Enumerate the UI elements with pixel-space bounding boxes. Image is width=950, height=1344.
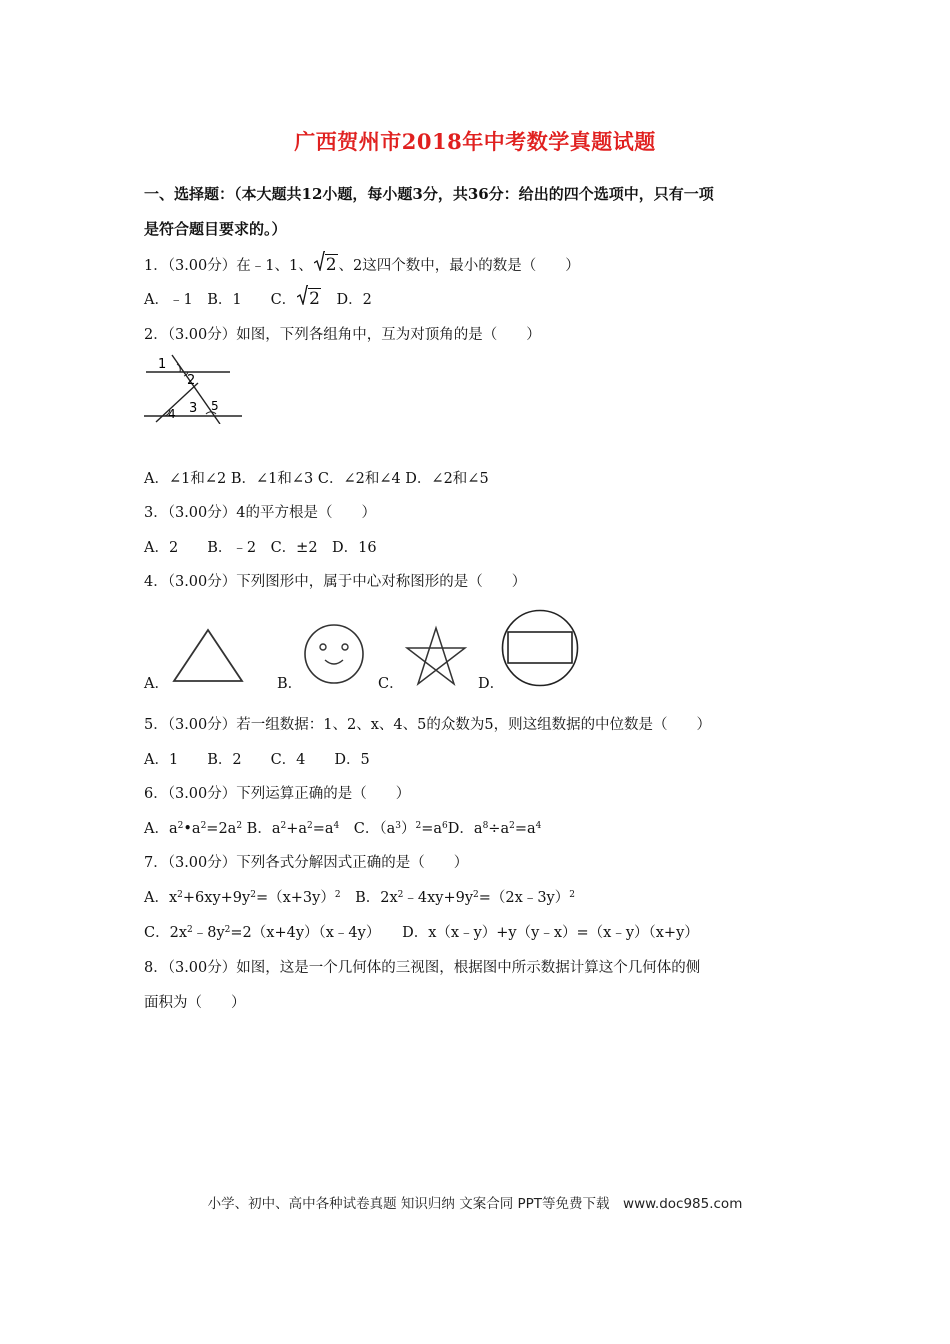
section-heading-line2: 是符合题目要求的。） [144, 220, 287, 238]
question-3-stem: 3．（3.00分）4的平方根是（ ） [144, 505, 376, 521]
math-text: =2a [206, 821, 237, 837]
question-5-stem: 5．（3.00分）若一组数据：1、2、x、4、5的众数为5，则这组数据的中位数是（ ） [144, 717, 712, 733]
exponent: 8 [482, 821, 489, 831]
math-text: =a [421, 821, 443, 837]
math-text: ﹣8y [192, 925, 225, 941]
exponent: 2 [509, 821, 515, 831]
q1-options-part2: D．2 [322, 292, 372, 308]
math-text: •a [183, 821, 201, 837]
angle-label-4: 4 [168, 407, 176, 421]
q1-stem-part2: 、2这四个数中，最小的数是（ ） [338, 258, 580, 274]
question-6-options [144, 817, 541, 838]
question-6-stem: 6．（3.00分）下列运算正确的是（ ） [144, 786, 411, 802]
exponent: 2 [177, 890, 183, 900]
angle-label-3: 3 [189, 401, 198, 416]
math-text: C．2x [144, 925, 187, 941]
math-text: +a [286, 821, 308, 837]
question-5-options: A．1 B．2 C．4 D．5 [144, 752, 370, 768]
five-pointed-star-shape [403, 625, 469, 687]
q1-options-part1: A．﹣1 B．1 C． [144, 292, 297, 308]
question-2-options: A．∠1和∠2 B．∠1和∠3 C．∠2和∠4 D．∠2和∠5 [144, 471, 489, 487]
parallel-lines-angle-figure [140, 352, 245, 424]
math-text: =（2x﹣3y） [478, 890, 570, 906]
question-7-stem: 7．（3.00分）下列各式分解因式正确的是（ ） [144, 855, 469, 871]
q4-option-a-label: A． [144, 676, 169, 692]
exponent: 2 [473, 890, 479, 900]
math-text: A．x [144, 890, 178, 906]
exponent: 4 [333, 821, 340, 831]
exponent: 2 [177, 821, 184, 831]
exponent: 2 [200, 821, 207, 831]
question-7-options-ab [144, 886, 575, 907]
left-eye [320, 644, 326, 650]
sqrt-argument: 2 [309, 289, 320, 309]
math-text: =a [312, 821, 334, 837]
exponent: 2 [250, 890, 256, 900]
page-title: 广西贺州市2018年中考数学真题试题 [294, 129, 656, 154]
page-footer: 小学、初中、高中各种试卷真题 知识归纳 文案合同 PPT等免费下载 www.doc985.com [207, 1196, 743, 1212]
exponent: 2 [236, 821, 243, 831]
question-4-stem: 4．（3.00分）下列图形中，属于中心对称图形的是（ ） [144, 574, 527, 590]
question-8-stem-line2: 面积为（ ） [144, 995, 246, 1011]
circle-with-rectangle-shape [500, 608, 580, 688]
math-text: ÷a [488, 821, 510, 837]
smile-mouth [325, 660, 343, 664]
exponent: 6 [442, 821, 448, 831]
math-text: ﹣4xy+9y [403, 890, 474, 906]
section-heading-line1: 一、选择题：（本大题共12小题，每小题3分，共36分：给出的四个选项中，只有一项 [144, 185, 714, 203]
math-text: +6xy+9y [182, 890, 251, 906]
sqrt-expression [314, 255, 338, 275]
radical-sign-icon [297, 285, 308, 305]
exponent: 2 [415, 821, 422, 831]
math-text: A．a [144, 821, 178, 837]
q1-stem-part1: 1．（3.00分）在﹣1、1、 [144, 258, 313, 274]
math-text: =2（x+4y）（x﹣4y） [230, 925, 374, 941]
exponent: 2 [280, 821, 287, 831]
question-1-options [144, 288, 372, 309]
question-8-stem-line1: 8．（3.00分）如图，这是一个几何体的三视图，根据图中所示数据计算这个几何体的侧 [144, 960, 701, 976]
radical-sign-icon [314, 251, 325, 271]
angle-label-1: 1 [158, 357, 167, 372]
math-text: =a [514, 821, 536, 837]
question-3-options: A．2 B．﹣2 C．±2 D．16 [144, 540, 377, 556]
exponent: 2 [397, 890, 404, 900]
sqrt-expression-option-c [297, 289, 321, 309]
q4-option-b-label: B． [277, 676, 303, 692]
math-text: B．a [242, 821, 281, 837]
angle-label-2: 2 [187, 373, 196, 388]
angle-label-5: 5 [211, 399, 219, 413]
exponent: 2 [307, 821, 313, 831]
right-eye [342, 644, 348, 650]
question-7-options-cd [144, 921, 699, 942]
triangle-shape [172, 628, 244, 684]
exponent: 4 [535, 821, 542, 831]
math-text: C．（a [339, 821, 396, 837]
math-text: ） [401, 821, 416, 837]
exponent: 2 [187, 925, 193, 935]
sqrt-argument: 2 [325, 255, 337, 275]
question-1-stem [144, 254, 580, 275]
math-text: D．a [447, 821, 483, 837]
exponent: 3 [395, 821, 402, 831]
q4-option-c-label: C． [378, 676, 404, 692]
question-2-stem: 2．（3.00分）如图，下列各组角中，互为对顶角的是（ ） [144, 327, 541, 343]
smiley-face-shape [302, 622, 366, 686]
exponent: 2 [334, 890, 341, 900]
math-text: B．2x [340, 890, 398, 906]
q4-option-d-label: D． [478, 676, 505, 692]
exponent: 2 [224, 925, 231, 935]
math-text: D．x（x﹣y）+y（y﹣x）=（x﹣y）（x+y） [373, 925, 699, 941]
exponent: 2 [569, 890, 575, 900]
math-text: =（x+3y） [255, 890, 335, 906]
